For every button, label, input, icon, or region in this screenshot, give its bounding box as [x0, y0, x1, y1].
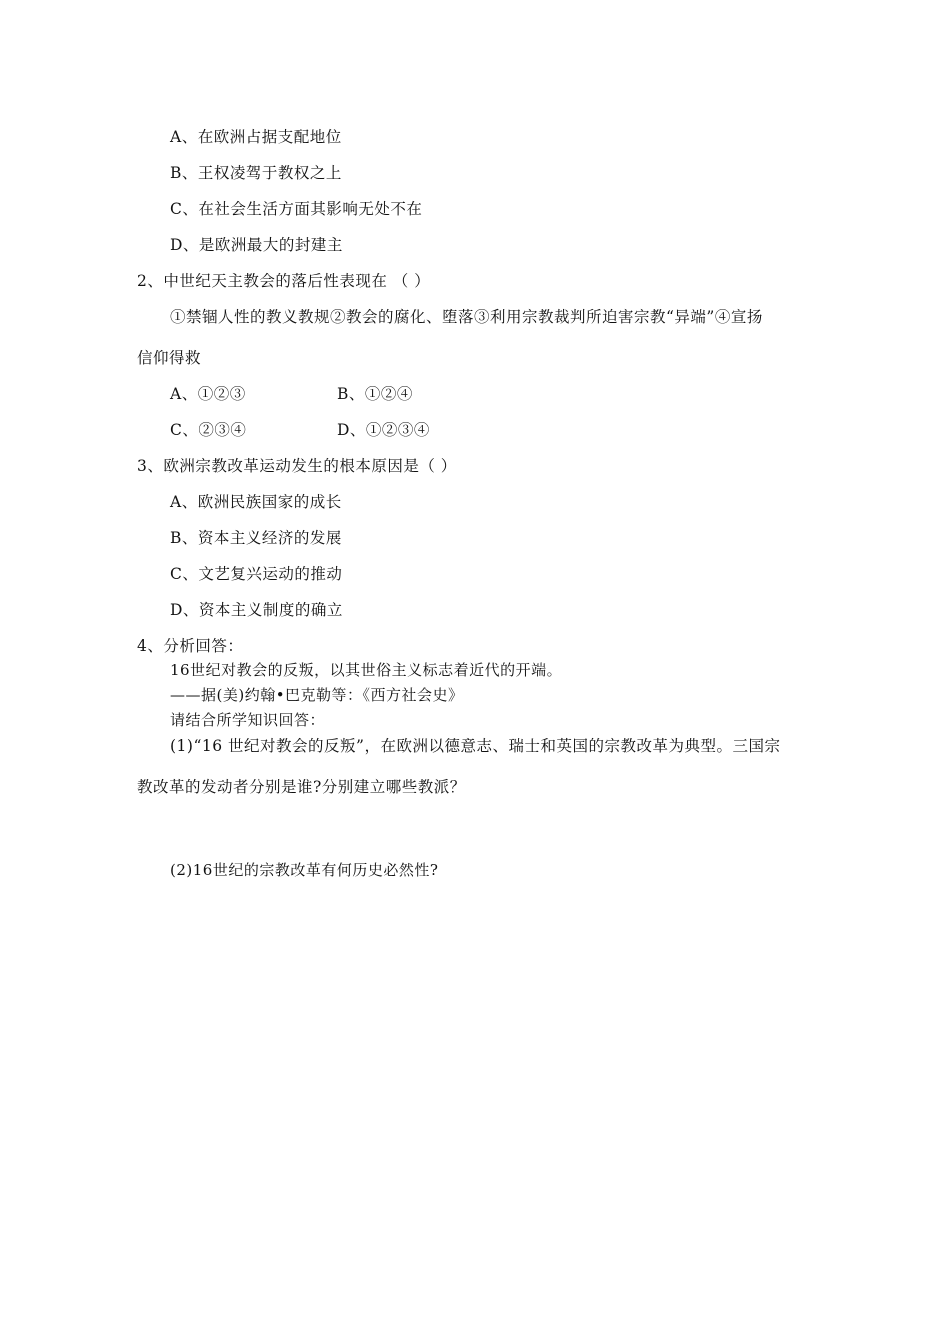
q3-stem: 3、欧洲宗教改革运动发生的根本原因是（ ） [137, 457, 457, 475]
q1-option-c: C、在社会生活方面其影响无处不在 [170, 200, 423, 218]
q2-option-c: C、②③④ [170, 421, 247, 439]
q2-stem: 2、中世纪天主教会的落后性表现在 （ ） [137, 272, 431, 290]
q2-items-line2: 信仰得救 [137, 349, 202, 367]
q2-option-d: D、①②③④ [337, 421, 430, 439]
q3-option-c: C、文艺复兴运动的推动 [170, 565, 343, 583]
q3-option-d: D、资本主义制度的确立 [170, 601, 343, 619]
q4-sub1-line1: (1)“16 世纪对教会的反叛”，在欧洲以德意志、瑞士和英国的宗教改革为典型。三国宗 [170, 737, 781, 755]
q3-option-b: B、资本主义经济的发展 [170, 529, 342, 547]
q2-items-line1: ①禁锢人性的教义教规②教会的腐化、堕落③利用宗教裁判所迫害宗教“异端”④宣扬 [170, 308, 763, 326]
q4-sub2: (2)16世纪的宗教改革有何历史必然性? [170, 861, 439, 879]
q4-sub1-line2: 教改革的发动者分别是谁?分别建立哪些教派？ [137, 778, 466, 796]
q4-stem: 4、分析回答： [137, 637, 244, 655]
q1-option-b: B、王权凌驾于教权之上 [170, 164, 342, 182]
q1-option-d: D、是欧洲最大的封建主 [170, 236, 343, 254]
q4-prompt: 请结合所学知识回答： [170, 711, 326, 729]
q1-option-a: A、在欧洲占据支配地位 [170, 128, 342, 146]
q4-quote: 16世纪对教会的反叛，以其世俗主义标志着近代的开端。 [170, 661, 563, 679]
q4-source: ——据(美)约翰•巴克勒等：《西方社会史》 [170, 686, 464, 704]
q2-option-a: A、①②③ [170, 385, 246, 403]
q3-option-a: A、欧洲民族国家的成长 [170, 493, 342, 511]
q2-option-b: B、①②④ [337, 385, 413, 403]
